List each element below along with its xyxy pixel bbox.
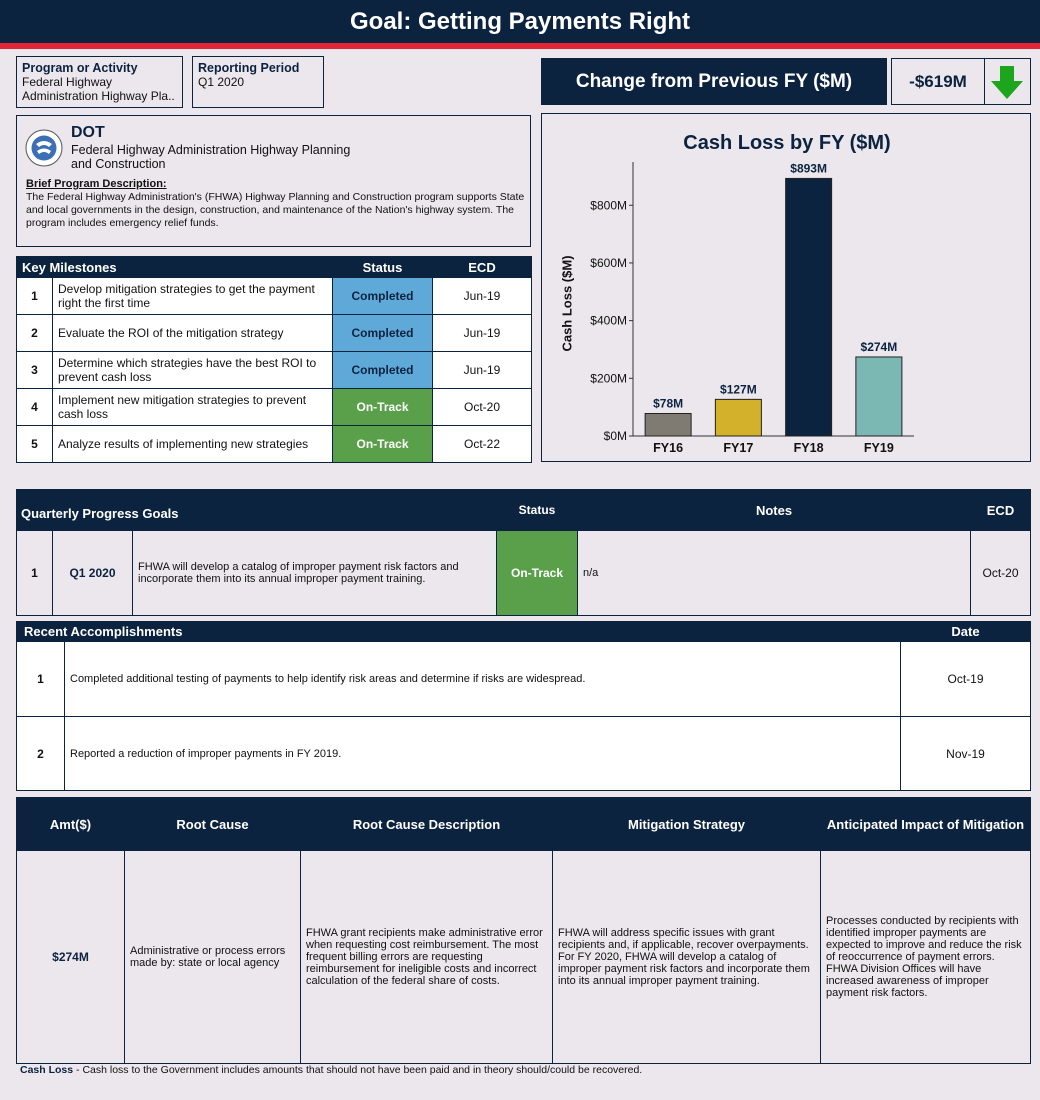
quarterly-goal-notes: n/a	[578, 531, 971, 616]
quarterly-goal-row	[17, 531, 1031, 616]
program-description-label: Brief Program Description:	[26, 178, 167, 190]
accomplishment-number: 2	[17, 717, 65, 791]
green-down-arrow-icon	[988, 63, 1026, 101]
reporting-value: Q1 2020	[198, 75, 245, 89]
milestone-status: Completed	[333, 278, 433, 315]
footer-text: - Cash loss to the Government includes amounts that should not have been paid and in theory should/could be recovered.	[73, 1064, 643, 1076]
bar-value-label: $893M	[790, 161, 827, 176]
milestone-ecd: Oct-22	[433, 426, 532, 463]
mitigation-strategy-header: Mitigation Strategy	[553, 798, 821, 851]
quarterly-ecd-header: ECD	[971, 490, 1031, 531]
milestone-number: 1	[17, 278, 53, 315]
milestones-status-header: Status	[333, 257, 433, 278]
cash-loss-chart-box	[541, 113, 1031, 462]
bar-value-label: $274M	[860, 339, 898, 354]
quarterly-goals-table	[16, 489, 1031, 616]
reporting-label: Reporting Period	[198, 61, 300, 75]
milestone-ecd: Jun-19	[433, 278, 532, 315]
quarterly-header: Quarterly Progress Goals	[17, 490, 497, 531]
milestone-status: On-Track	[333, 426, 433, 463]
milestones-ecd-header: ECD	[433, 257, 532, 278]
accomplishment-text: Reported a reduction of improper payments in FY 2019.	[65, 717, 901, 791]
milestone-text: Determine which strategies have the best ROI to prevent cash loss	[53, 352, 333, 389]
quarterly-goal-text: FHWA will develop a catalog of improper payment risk factors and incorporate them into its annual improper payment training.	[133, 531, 497, 616]
milestone-status: Completed	[333, 352, 433, 389]
program-label: Program or Activity	[22, 61, 138, 75]
accomplishment-row	[17, 642, 1031, 717]
footer-note	[20, 1064, 642, 1076]
accomplishments-header: Recent Accomplishments	[17, 622, 901, 642]
program-box	[16, 56, 183, 108]
bar	[645, 414, 691, 436]
bar-value-label: $127M	[720, 382, 757, 397]
program-description: The Federal Highway Administration's (FHWA) Highway Planning and Construction program supports State and local governments in the design, construction, and maintenance of the Nation's highway system. The program includes emergency relief funds.	[26, 191, 525, 229]
y-tick-label: $600M	[590, 255, 627, 270]
y-tick-label: $200M	[590, 371, 627, 386]
quarterly-goal-number: 1	[17, 531, 53, 616]
x-tick-label: FY17	[723, 441, 754, 455]
agency-subtitle-line1: Federal Highway Administration Highway Planning	[71, 143, 351, 157]
milestone-number: 5	[17, 426, 53, 463]
milestone-text: Analyze results of implementing new strategies	[53, 426, 333, 463]
milestone-number: 2	[17, 315, 53, 352]
title-divider	[0, 43, 1040, 49]
x-tick-label: FY18	[793, 441, 824, 455]
milestone-row	[17, 389, 532, 426]
anticipated-impact: Processes conducted by recipients with identified improper payments are expected to improve and reduce the risk of reoccurrence of payment errors. FHWA Division Offices will have increased awareness of improper payment risk factors.	[821, 851, 1031, 1064]
milestone-row	[17, 278, 532, 315]
root-cause-text: Administrative or process errors made by: state or local agency	[125, 851, 301, 1064]
milestone-row	[17, 315, 532, 352]
y-tick-label: $0M	[603, 429, 627, 443]
quarterly-status-header: Status	[497, 490, 578, 531]
mitigation-strategy: FHWA will address specific issues with grant recipients and, if applicable, recover overpayments. For FY 2020, FHWA will develop a catalog of improper payment risk factors and incorporate them into its annual improper payment training.	[553, 851, 821, 1064]
program-value: Federal Highway Administration Highway Pla..	[22, 75, 175, 103]
root-cause-description: FHWA grant recipients make administrative error when requesting cost reimbursement. The most frequent billing errors are requesting reimbursement for ineligible costs and incorrect calculation of the federal share of costs.	[301, 851, 553, 1064]
chart-ylabel: Cash Loss ($M)	[559, 255, 575, 352]
accomplishment-date: Oct-19	[901, 642, 1031, 717]
change-label-box	[541, 58, 887, 105]
quarterly-goal-ecd: Oct-20	[971, 531, 1031, 616]
accomplishments-date-header: Date	[901, 622, 1031, 642]
milestones-header: Key Milestones	[17, 257, 333, 278]
change-label: Change from Previous FY ($M)	[575, 71, 853, 92]
accomplishment-date: Nov-19	[901, 717, 1031, 791]
milestone-ecd: Jun-19	[433, 315, 532, 352]
reporting-box	[192, 56, 324, 108]
agency-box	[16, 115, 531, 247]
bar	[715, 399, 761, 436]
anticipated-impact-header: Anticipated Impact of Mitigation	[821, 798, 1031, 851]
milestone-number: 4	[17, 389, 53, 426]
agency-name: DOT	[71, 124, 105, 141]
dot-seal-icon	[25, 129, 63, 167]
milestone-status: On-Track	[333, 389, 433, 426]
root-cause-description-header: Root Cause Description	[301, 798, 553, 851]
milestone-row	[17, 352, 532, 389]
chart-title: Cash Loss by FY ($M)	[683, 132, 891, 154]
root-cause-header: Root Cause	[125, 798, 301, 851]
y-tick-label: $800M	[590, 198, 627, 213]
milestone-row	[17, 426, 532, 463]
amount-header: Amt($)	[17, 798, 125, 851]
bar-value-label: $78M	[653, 396, 684, 411]
milestones-table	[16, 256, 532, 463]
change-arrow-separator	[984, 59, 985, 104]
milestone-text: Develop mitigation strategies to get the payment right the first time	[53, 278, 333, 315]
accomplishment-row	[17, 717, 1031, 791]
x-tick-label: FY19	[863, 441, 894, 455]
change-value-box	[891, 58, 1031, 105]
root-cause-row	[17, 851, 1031, 1064]
milestone-status: Completed	[333, 315, 433, 352]
milestone-ecd: Oct-20	[433, 389, 532, 426]
quarterly-notes-header: Notes	[578, 490, 971, 531]
root-cause-amount: $274M	[17, 851, 125, 1064]
bar	[786, 178, 832, 436]
milestone-text: Evaluate the ROI of the mitigation strategy	[53, 315, 333, 352]
change-value: -$619M	[909, 72, 967, 91]
bar	[856, 357, 902, 436]
y-tick-label: $400M	[590, 313, 627, 328]
milestone-number: 3	[17, 352, 53, 389]
milestone-ecd: Jun-19	[433, 352, 532, 389]
accomplishments-table	[16, 621, 1031, 791]
milestone-text: Implement new mitigation strategies to prevent cash loss	[53, 389, 333, 426]
accomplishment-text: Completed additional testing of payments to help identify risk areas and determine if risks are widespread.	[65, 642, 901, 717]
quarterly-goal-quarter: Q1 2020	[53, 531, 133, 616]
cash-loss-chart	[542, 114, 1030, 461]
page-title: Goal: Getting Payments Right	[0, 0, 1040, 43]
quarterly-goal-status: On-Track	[497, 531, 578, 616]
x-tick-label: FY16	[653, 441, 684, 455]
footer-term: Cash Loss	[20, 1064, 74, 1076]
agency-subtitle-line2: and Construction	[71, 157, 166, 171]
accomplishment-number: 1	[17, 642, 65, 717]
root-cause-table	[16, 797, 1031, 1064]
